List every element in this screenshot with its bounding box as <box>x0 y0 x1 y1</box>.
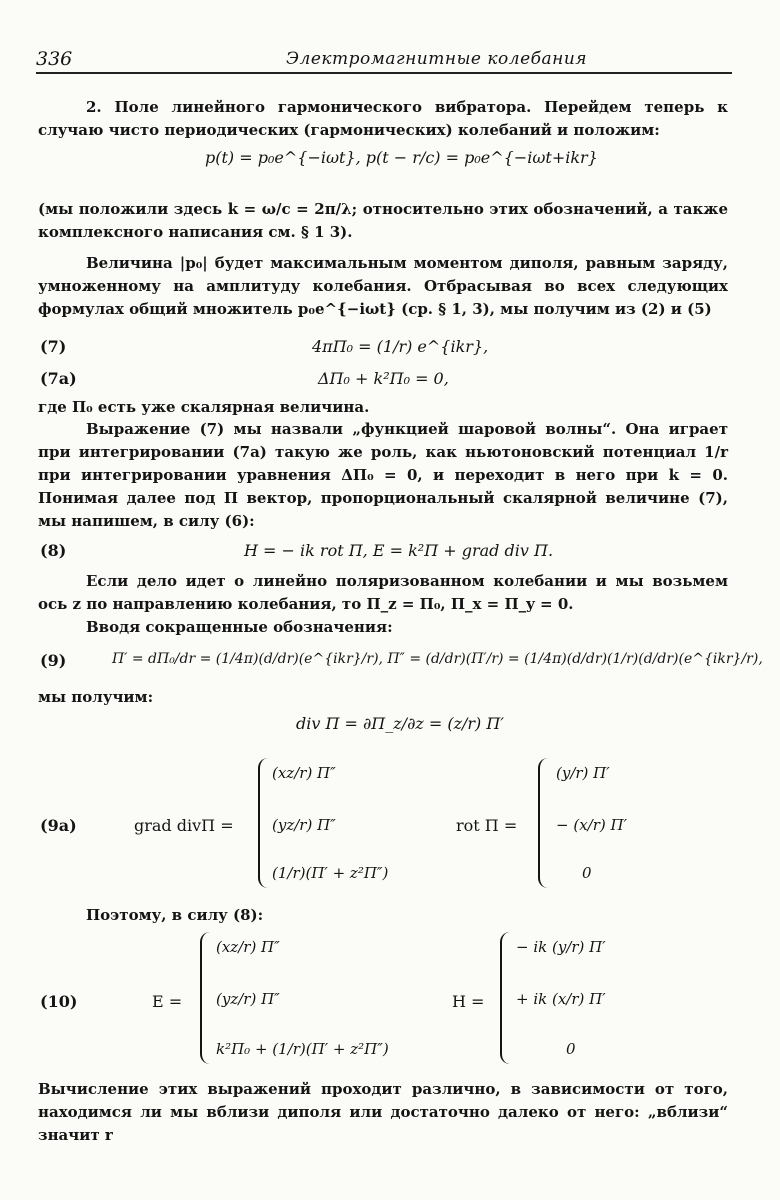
running-head <box>36 44 732 74</box>
rot-name: rot Π = <box>456 816 518 835</box>
section-intro: Перейдем теперь к случаю чисто периодических (гармонических) колебаний и положим: <box>38 98 728 139</box>
section-heading: 2. Поле линейного гармонического вибратора. <box>86 98 532 116</box>
H-item-x: − ik (y/r) Π′ <box>516 938 606 956</box>
H-item-y: + ik (x/r) Π′ <box>516 990 606 1008</box>
grad-item-z: (1/r)(Π′ + z²Π″) <box>272 864 389 882</box>
eq-label-9: (9) <box>40 651 67 670</box>
grad-item-y: (yz/r) Π″ <box>272 816 336 834</box>
paragraph-polarization: Если дело идет о линейно поляризованном колебании и мы возьмем ось z по направлению колебания, то Π_z = Π₀, Π_x = Π_y = 0. <box>38 572 728 613</box>
E-item-x: (xz/r) Π″ <box>216 938 280 956</box>
H-name: H = <box>452 992 485 1011</box>
paragraph-we-get: мы получим: <box>38 688 154 706</box>
equation-7: 4πΠ₀ = (1/r) e^{ikr}, <box>312 337 489 356</box>
section-paragraph <box>38 96 728 142</box>
rot-brace <box>538 758 550 888</box>
E-name: E = <box>152 992 183 1011</box>
eq-label-8: (8) <box>40 541 67 560</box>
page-number: 336 <box>36 48 73 70</box>
header-rule <box>36 72 732 74</box>
eq-label-10: (10) <box>40 992 78 1011</box>
grad-brace <box>258 758 270 888</box>
rot-item-y: − (x/r) Π′ <box>556 816 627 834</box>
equation-p-t: p(t) = p₀e^{−iωt}, p(t − r/c) = p₀e^{−iωt+ikr} <box>205 148 598 167</box>
paragraph-spherical-wave: Выражение (7) мы назвали „функцией шаровой волны“. Она играет при интегрировании (7а) такую же роль, как ньютоновский потенциал 1/r при интегрировании уравнения ΔΠ₀ = 0, и переходит в него при k = 0. Понимая далее под Π вектор, пропорциональный скалярной величине (7), мы напишем, в силу (6): <box>38 420 728 530</box>
paragraph-therefore: Поэтому, в силу (8): <box>86 906 264 924</box>
H-item-z: 0 <box>566 1040 576 1058</box>
eq-label-9a: (9а) <box>40 816 77 835</box>
paragraph-scalar: где Π₀ есть уже скалярная величина. <box>38 398 370 416</box>
eq-label-7: (7) <box>40 337 67 356</box>
paragraph-notation: (мы положили здесь k = ω/c = 2π/λ; относительно этих обозначений, а также комплексного написания см. § 1 3). <box>38 200 728 241</box>
H-brace <box>500 932 512 1064</box>
rot-item-z: 0 <box>582 864 592 882</box>
paragraph-moment: Величина |p₀| будет максимальным моментом диполя, равным заряду, умноженному на амплитуду колебания. Отбрасывая во всех следующих формулах общий множитель p₀e^{−iωt} (ср. § 1, 3), мы получим из (2) и (5) <box>38 254 728 318</box>
E-item-z: k²Π₀ + (1/r)(Π′ + z²Π″) <box>216 1040 389 1058</box>
equation-9: Π′ = dΠ₀/dr = (1/4π)(d/dr)(e^{ikr}/r), Π″ = (d/dr)(Π′/r) = (1/4π)(d/dr)(1/r)(d/dr)(e^{ikr}/r), <box>112 651 763 667</box>
grad-div-name: grad divΠ = <box>134 816 234 835</box>
eq-label-7a: (7а) <box>40 369 77 388</box>
equation-div: div Π = ∂Π_z/∂z = (z/r) Π′ <box>296 714 504 733</box>
paragraph-evaluation: Вычисление этих выражений проходит различно, в зависимости от того, находимся ли мы вблизи диполя или достаточно далеко от него: „вблизи“ значит r <box>38 1080 728 1144</box>
E-item-y: (yz/r) Π″ <box>216 990 280 1008</box>
E-brace <box>200 932 212 1064</box>
paragraph-abbreviations: Вводя сокращенные обозначения: <box>86 618 393 636</box>
equation-7a: ΔΠ₀ + k²Π₀ = 0, <box>318 369 449 388</box>
running-title: Электромагнитные колебания <box>286 49 588 69</box>
rot-item-x: (y/r) Π′ <box>556 764 610 782</box>
grad-item-x: (xz/r) Π″ <box>272 764 336 782</box>
equation-8: H = − ik rot Π, E = k²Π + grad div Π. <box>244 541 554 560</box>
